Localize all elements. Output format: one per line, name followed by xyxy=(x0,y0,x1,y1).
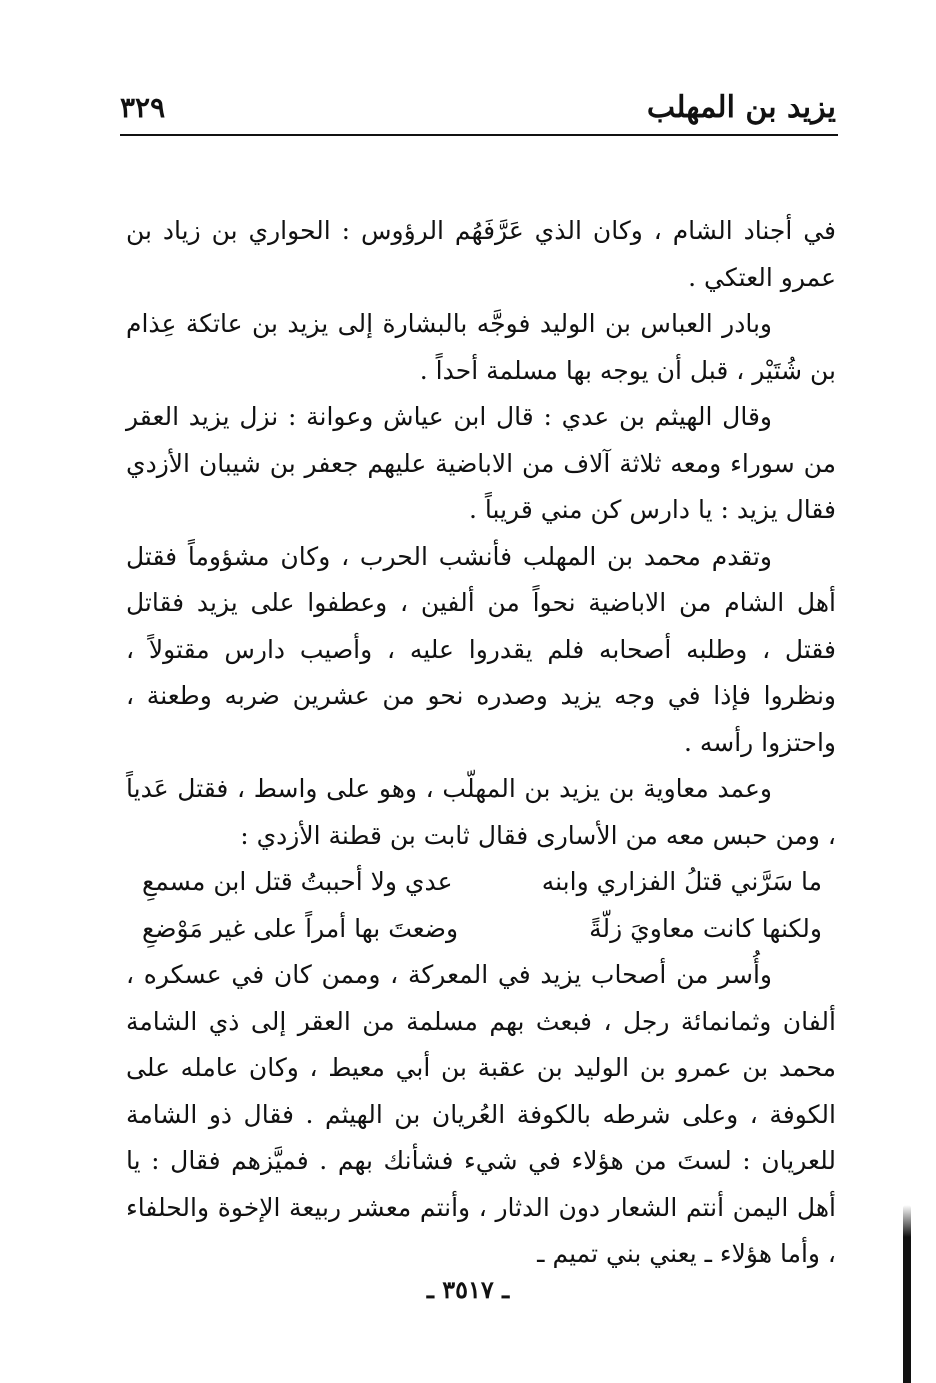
page-header xyxy=(120,88,838,132)
verse-2-second-hemistich: وضعتَ بها أمراً على غير مَوْضعِ xyxy=(142,913,459,943)
verse-1-first-hemistich: ما سَرَّني قتلُ الفزاري وابنه xyxy=(541,867,822,896)
scan-edge-mark xyxy=(903,1205,911,1383)
verse-1-second-hemistich: عدي ولا أحببتُ قتل ابن مسمعِ xyxy=(142,867,453,896)
verse-2-first-hemistich: ولكنها كانت معاويَ زلّةً xyxy=(589,913,822,943)
paragraph-1: في أجناد الشام ، وكان الذي عَرَّفَهُم الرؤوس : الحواري بن زياد بن عمرو العتكي . xyxy=(126,216,836,292)
running-title: يزيد بن المهلب xyxy=(646,90,836,125)
poem-verse-2 xyxy=(126,906,836,953)
header-rule xyxy=(120,134,838,136)
paragraph-5: وعمد معاوية بن يزيد بن المهلّب ، وهو على واسط ، فقتل عَدياً ، ومن حبس معه من الأسارى فقال ثابت بن قطنة الأزدي : xyxy=(126,774,836,850)
poem-verse-1 xyxy=(126,859,836,906)
paragraph-3: وقال الهيثم بن عدي : قال ابن عياش وعوانة : نزل يزيد العقر من سوراء ومعه ثلاثة آلاف من الاباضية عليهم جعفر بن شيبان الأزدي فقال يزيد : يا دارس كن مني قريباً . xyxy=(126,402,836,524)
paragraph-4: وتقدم محمد بن المهلب فأنشب الحرب ، وكان مشؤوماً فقتل أهل الشام من الاباضية نحواً من ألفين ، وعطفوا على يزيد فقاتل فقتل ، وطلبه أصحابه فلم يقدروا عليه ، وأصيب دارس مقتولاً ، ونظروا فإذا في وجه يزيد وصدره نحو من عشرين ضربه وطعنة ، واحتزوا رأسه . xyxy=(126,541,836,757)
paragraph-6: وأُسر من أصحاب يزيد في المعركة ، وممن كان في عسكره ، ألفان وثمانمائة رجل ، فبعث بهم مسلمة من العقر إلى ذي الشامة محمد بن عمرو بن الوليد بن عقبة بن أبي معيط ، وكان عامله على الكوفة ، وعلى شرطه بالكوفة العُريان بن الهيثم . فقال ذو الشامة للعريان : لستَ من هؤلاء في شيء فشأنك بهم . فميَّزهم فقال : يا أهل اليمن أنتم الشعار دون الدثار ، وأنتم معشر ربيعة الإخوة والحلفاء ، وأما هؤلاء ـ يعني بني تميم ـ xyxy=(126,960,837,1268)
body-text xyxy=(126,208,836,1278)
header-page-number: ٣٢٩ xyxy=(120,91,166,124)
poem xyxy=(126,859,836,952)
footer-page-number: ـ ٣٥١٧ ـ xyxy=(426,1275,510,1304)
paragraph-2: وبادر العباس بن الوليد فوجَّه بالبشارة إلى يزيد بن عاتكة عِذام بن شُتَيْر ، قبل أن يوجه بها مسلمة أحداً . xyxy=(126,309,836,385)
